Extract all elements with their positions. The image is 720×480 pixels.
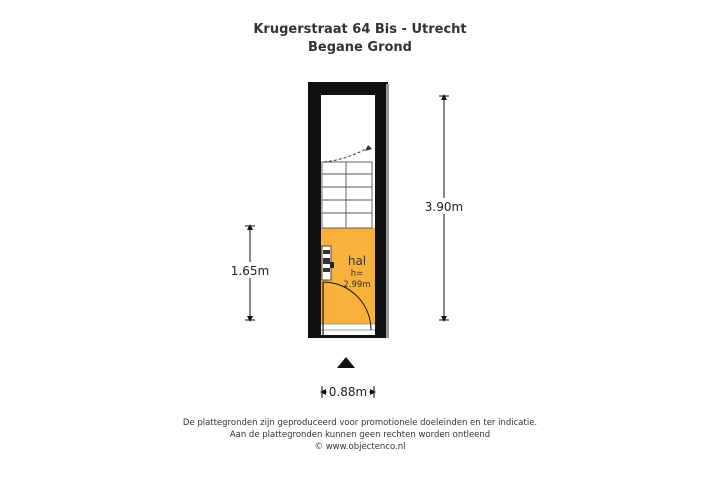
width-label: 0.88m <box>328 385 368 399</box>
disclaimer-line-1: De plattegronden zijn geproduceerd voor promotionele doeleinden en ter indicatie. <box>182 418 538 428</box>
room-height-value: 2.99m <box>343 280 371 290</box>
total-length-dimension <box>424 96 468 320</box>
room-height-label: h= <box>350 269 364 279</box>
room-length-label: 1.65m <box>230 264 270 278</box>
entrance-threshold <box>321 324 375 335</box>
plan-floor-title: Begane Grond <box>308 40 412 55</box>
room-name: hal <box>347 254 367 268</box>
north-arrow-icon <box>337 357 355 368</box>
room-length-dimension <box>229 226 273 320</box>
width-dimension <box>322 384 374 399</box>
plan-address-title: Krugerstraat 64 Bis - Utrecht <box>253 22 467 37</box>
disclaimer-line-2: Aan de plattegronden kunnen geen rechten worden ontleend <box>229 430 491 440</box>
copyright-line: © www.objectenco.nl <box>314 442 406 452</box>
total-length-label: 3.90m <box>424 200 464 214</box>
